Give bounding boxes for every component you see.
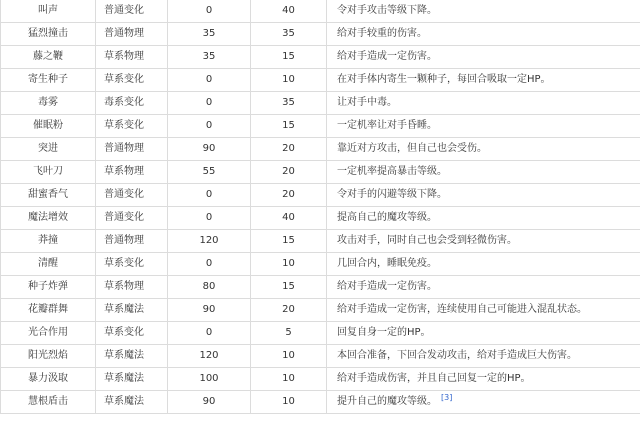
move-name-cell: [1, 46, 96, 69]
move-type-cell: [96, 46, 168, 69]
move-pp-cell: [251, 0, 327, 23]
move-type-cell-text: 草系魔法: [104, 373, 144, 384]
move-pp-cell-text: 35: [282, 28, 295, 39]
move-power-cell: [168, 276, 251, 299]
move-pp-cell: [251, 391, 327, 414]
move-power-cell: [168, 230, 251, 253]
move-type-cell: [96, 23, 168, 46]
move-effect-cell-text: 本回合准备，下回合发动攻击，给对手造成巨大伤害。: [337, 350, 577, 361]
move-name-cell: [1, 230, 96, 253]
move-type-cell: [96, 253, 168, 276]
move-name-cell-text: 暴力汲取: [28, 373, 68, 384]
move-effect-cell-text: 令对手攻击等级下降。: [337, 5, 437, 16]
move-name-cell: [1, 184, 96, 207]
table-row: [1, 322, 640, 345]
move-effect-cell: [327, 92, 640, 115]
move-name-cell-text: 种子炸弹: [28, 281, 68, 292]
move-effect-cell: [327, 184, 640, 207]
move-type-cell-text: 毒系变化: [104, 97, 144, 108]
move-pp-cell: [251, 345, 327, 368]
move-effect-cell: [327, 345, 640, 368]
move-name-cell: [1, 0, 96, 23]
move-power-cell: [168, 23, 251, 46]
move-name-cell-text: 甜蜜香气: [28, 189, 68, 200]
move-power-cell-text: 0: [205, 212, 213, 223]
move-pp-cell: [251, 69, 327, 92]
move-name-cell-text: 毒雾: [38, 97, 58, 108]
move-name-cell-text: 莽撞: [38, 235, 58, 246]
move-type-cell: [96, 322, 168, 345]
move-effect-cell-text: 回复自身一定的HP。: [337, 327, 431, 338]
move-effect-cell: [327, 46, 640, 69]
move-power-cell-text: 80: [202, 281, 216, 292]
move-pp-cell-text: 40: [282, 212, 295, 223]
table-row: [1, 345, 640, 368]
move-type-cell: [96, 0, 168, 23]
move-power-cell-text: 120: [199, 350, 219, 361]
move-effect-cell-text: 给对手造成一定伤害，连续使用自己可能进入混乱状态。: [337, 304, 587, 315]
move-pp-cell-text: 10: [282, 396, 295, 407]
move-effect-cell-text: 给对手造成伤害，并且自己回复一定的HP。: [337, 373, 531, 384]
move-name-cell-text: 魔法增效: [28, 212, 68, 223]
moves-table-body: [1, 0, 640, 414]
move-power-cell-text: 0: [205, 327, 213, 338]
move-effect-cell-text: 几回合内，睡眠免疫。: [337, 258, 437, 269]
move-type-cell: [96, 161, 168, 184]
move-name-cell: [1, 115, 96, 138]
move-pp-cell-text: 15: [282, 51, 295, 62]
move-effect-cell-text: 让对手中毒。: [337, 97, 397, 108]
move-power-cell: [168, 299, 251, 322]
move-effect-cell: [327, 138, 640, 161]
table-row: [1, 184, 640, 207]
move-name-cell-text: 突进: [38, 143, 58, 154]
move-power-cell-text: 0: [205, 120, 213, 131]
move-effect-cell: [327, 23, 640, 46]
move-power-cell-text: 0: [205, 97, 213, 108]
move-name-cell-text: 寄生种子: [28, 74, 68, 85]
move-power-cell-text: 55: [202, 166, 216, 177]
move-effect-cell-text: 在对手体内寄生一颗种子，每回合吸取一定HP。: [337, 74, 551, 85]
table-row: [1, 299, 640, 322]
move-power-cell: [168, 322, 251, 345]
move-type-cell-text: 草系物理: [104, 166, 144, 177]
move-effect-cell: [327, 322, 640, 345]
move-type-cell-text: 普通变化: [104, 189, 144, 200]
move-power-cell: [168, 115, 251, 138]
move-pp-cell-text: 20: [282, 166, 295, 177]
move-pp-cell-text: 35: [282, 97, 295, 108]
move-pp-cell: [251, 230, 327, 253]
move-type-cell-text: 草系物理: [104, 281, 144, 292]
move-name-cell-text: 慧根盾击: [28, 396, 68, 407]
move-power-cell-text: 0: [205, 5, 213, 16]
move-name-cell: [1, 299, 96, 322]
move-power-cell: [168, 184, 251, 207]
move-effect-cell-text: 靠近对方攻击，但自己也会受伤。: [337, 143, 487, 154]
move-type-cell: [96, 276, 168, 299]
move-power-cell-text: 90: [202, 304, 216, 315]
move-type-cell: [96, 207, 168, 230]
move-effect-cell: [327, 299, 640, 322]
move-power-cell-text: 90: [202, 396, 216, 407]
move-type-cell-text: 草系魔法: [104, 350, 144, 361]
move-pp-cell: [251, 138, 327, 161]
move-effect-cell: [327, 0, 640, 23]
move-type-cell-text: 草系变化: [104, 74, 144, 85]
move-effect-cell-text: 给对手造成一定伤害。: [337, 51, 437, 62]
move-name-cell: [1, 92, 96, 115]
move-pp-cell-text: 15: [282, 235, 295, 246]
table-row: [1, 207, 640, 230]
move-name-cell: [1, 391, 96, 414]
move-type-cell-text: 草系物理: [104, 51, 144, 62]
move-type-cell-text: 草系变化: [104, 120, 144, 131]
table-row: [1, 138, 640, 161]
table-row: [1, 92, 640, 115]
move-name-cell: [1, 253, 96, 276]
move-type-cell: [96, 230, 168, 253]
move-type-cell-text: 普通变化: [104, 5, 144, 16]
table-row: [1, 276, 640, 299]
move-pp-cell: [251, 115, 327, 138]
move-type-cell: [96, 69, 168, 92]
move-pp-cell: [251, 23, 327, 46]
table-row: [1, 46, 640, 69]
move-type-cell: [96, 368, 168, 391]
table-row: [1, 23, 640, 46]
move-pp-cell-text: 15: [282, 281, 295, 292]
move-pp-cell: [251, 207, 327, 230]
move-power-cell-text: 0: [205, 74, 213, 85]
table-row: [1, 253, 640, 276]
move-name-cell-text: 光合作用: [28, 327, 68, 338]
move-effect-cell: [327, 69, 640, 92]
move-power-cell-text: 90: [202, 143, 216, 154]
table-row: [1, 161, 640, 184]
move-power-cell-text: 0: [205, 258, 213, 269]
move-pp-cell-text: 20: [282, 189, 295, 200]
move-effect-cell-text: 一定机率提高暴击等级。: [337, 166, 447, 177]
move-effect-cell: [327, 253, 640, 276]
move-effect-cell: [327, 207, 640, 230]
move-name-cell: [1, 345, 96, 368]
move-type-cell-text: 草系变化: [104, 327, 144, 338]
move-name-cell-text: 花瓣群舞: [28, 304, 68, 315]
move-type-cell-text: 草系变化: [104, 258, 144, 269]
move-power-cell: [168, 391, 251, 414]
move-pp-cell-text: 10: [282, 258, 295, 269]
move-type-cell: [96, 115, 168, 138]
move-type-cell: [96, 391, 168, 414]
move-effect-cell-text: 提高自己的魔攻等级。: [337, 212, 437, 223]
move-effect-cell: [327, 368, 640, 391]
citation-link[interactable]: [3]: [441, 392, 453, 402]
move-effect-cell-text: 攻击对手，同时自己也会受到轻微伤害。: [337, 235, 517, 246]
move-name-cell: [1, 276, 96, 299]
move-effect-cell: [327, 391, 640, 414]
move-name-cell: [1, 23, 96, 46]
move-pp-cell-text: 20: [282, 304, 295, 315]
table-row: [1, 230, 640, 253]
move-type-cell-text: 普通物理: [104, 235, 144, 246]
move-pp-cell-text: 15: [282, 120, 295, 131]
move-pp-cell-text: 5: [285, 327, 292, 338]
move-power-cell-text: 35: [202, 28, 216, 39]
move-pp-cell: [251, 184, 327, 207]
move-name-cell-text: 飞叶刀: [33, 166, 63, 177]
move-power-cell: [168, 0, 251, 23]
table-row: [1, 391, 640, 414]
move-name-cell: [1, 138, 96, 161]
move-type-cell-text: 普通变化: [104, 212, 144, 223]
move-effect-cell-text: 给对手较重的伤害。: [337, 28, 427, 39]
move-pp-cell: [251, 161, 327, 184]
move-effect-cell-text: 提升自己的魔攻等级。: [337, 396, 437, 407]
move-type-cell: [96, 299, 168, 322]
move-type-cell: [96, 92, 168, 115]
move-power-cell: [168, 69, 251, 92]
move-type-cell: [96, 184, 168, 207]
move-power-cell: [168, 253, 251, 276]
move-pp-cell: [251, 299, 327, 322]
move-name-cell: [1, 368, 96, 391]
move-name-cell: [1, 207, 96, 230]
table-row: [1, 0, 640, 23]
move-pp-cell: [251, 46, 327, 69]
move-pp-cell-text: 10: [282, 350, 295, 361]
move-power-cell: [168, 368, 251, 391]
move-pp-cell-text: 10: [282, 74, 295, 85]
move-type-cell-text: 草系魔法: [104, 396, 144, 407]
move-pp-cell: [251, 322, 327, 345]
move-pp-cell: [251, 276, 327, 299]
move-name-cell-text: 阳光烈焰: [28, 350, 68, 361]
move-type-cell: [96, 345, 168, 368]
move-power-cell-text: 120: [199, 235, 219, 246]
table-row: [1, 69, 640, 92]
move-power-cell: [168, 92, 251, 115]
move-effect-cell-text: 令对手的闪避等级下降。: [337, 189, 447, 200]
move-pp-cell: [251, 92, 327, 115]
move-power-cell-text: 100: [199, 373, 219, 384]
move-pp-cell: [251, 253, 327, 276]
move-effect-cell: [327, 115, 640, 138]
move-effect-cell-text: 给对手造成一定伤害。: [337, 281, 437, 292]
move-effect-cell: [327, 161, 640, 184]
move-power-cell-text: 0: [205, 189, 213, 200]
move-pp-cell-text: 20: [282, 143, 295, 154]
move-name-cell: [1, 69, 96, 92]
move-effect-cell: [327, 230, 640, 253]
move-type-cell-text: 普通物理: [104, 28, 144, 39]
move-effect-cell: [327, 276, 640, 299]
move-name-cell: [1, 161, 96, 184]
move-name-cell-text: 催眠粉: [33, 120, 63, 131]
move-name-cell-text: 藤之鞭: [33, 51, 63, 62]
move-power-cell: [168, 345, 251, 368]
move-pp-cell-text: 10: [282, 373, 295, 384]
move-power-cell: [168, 138, 251, 161]
move-name-cell-text: 猛烈撞击: [28, 28, 68, 39]
move-name-cell: [1, 322, 96, 345]
move-power-cell: [168, 161, 251, 184]
move-pp-cell-text: 40: [282, 5, 295, 16]
move-pp-cell: [251, 368, 327, 391]
move-power-cell-text: 35: [202, 51, 216, 62]
table-row: [1, 368, 640, 391]
move-type-cell-text: 草系魔法: [104, 304, 144, 315]
move-effect-cell-text: 一定机率让对手昏睡。: [337, 120, 437, 131]
move-type-cell-text: 普通物理: [104, 143, 144, 154]
move-name-cell-text: 清醒: [38, 258, 58, 269]
table-row: [1, 115, 640, 138]
move-power-cell: [168, 207, 251, 230]
move-type-cell: [96, 138, 168, 161]
move-name-cell-text: 叫声: [38, 5, 58, 16]
move-power-cell: [168, 46, 251, 69]
